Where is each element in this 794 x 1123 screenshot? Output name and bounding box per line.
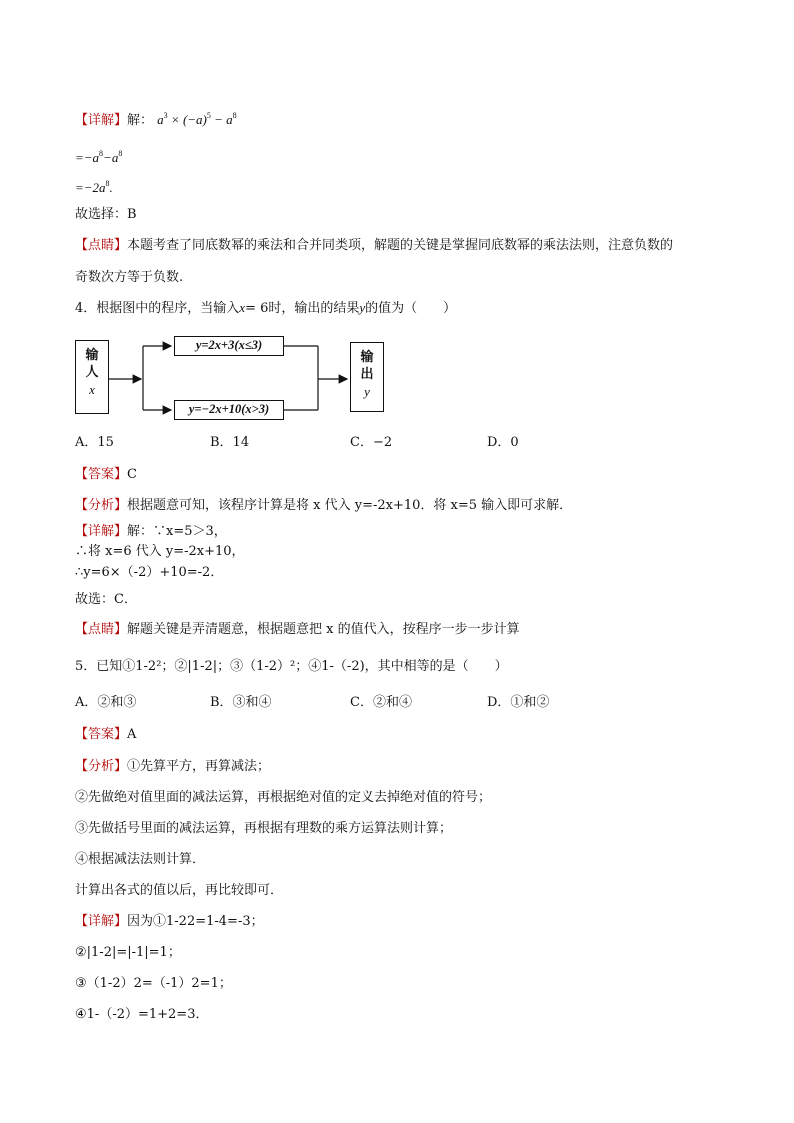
q5-option-b: B．③和④ bbox=[210, 695, 272, 710]
q4-option-d: D．0 bbox=[487, 435, 519, 450]
q3-step-2: $=-2a^8$. bbox=[75, 179, 113, 195]
q3-step-1: $=-a^8-a^8$ bbox=[75, 149, 123, 165]
q4-option-b: B．14 bbox=[210, 435, 250, 450]
q5-analysis-3: ③先做括号里面的减法运算，再根据有理数的乘方运算法则计算； bbox=[75, 821, 453, 836]
q4-option-a: A．15 bbox=[75, 435, 114, 450]
point-tag: 【点睛】 bbox=[75, 238, 128, 253]
detail-tag: 【详解】 bbox=[75, 113, 128, 128]
q5-stem: 5．已知①1-2²；②|1-2|；③（1-2）²；④1-（-2)，其中相等的是（ ） bbox=[75, 659, 508, 674]
q3-point-line-2: 奇数次方等于负数. bbox=[75, 270, 184, 285]
program-flowchart bbox=[75, 330, 395, 420]
q5-option-c: C．②和④ bbox=[350, 695, 412, 710]
detail-lead: 解： bbox=[127, 113, 154, 128]
q5-analysis-1: 【分析】①先算平方，再算减法； bbox=[75, 759, 271, 774]
q5-analysis-2: ②先做绝对值里面的减法运算，再根据绝对值的定义去掉绝对值的符号； bbox=[75, 790, 492, 805]
q3-expression: $a^3 \times (-a)^5 - a^8$ bbox=[157, 111, 237, 127]
q3-point-line-1: 【点睛】本题考查了同底数幂的乘法和合并同类项，解题的关键是掌握同底数幂的乘法法则，注意负数的 bbox=[75, 238, 674, 253]
q5-option-a: A．②和③ bbox=[75, 695, 137, 710]
q4-choose: 故选：C． bbox=[75, 592, 137, 607]
q3-detail-line bbox=[75, 107, 237, 130]
q5-detail-1: 【详解】因为①1-22=1-4=-3； bbox=[75, 914, 264, 929]
input-box: 输 人 x bbox=[75, 340, 109, 414]
q4-detail-1: 【详解】解：∵x=5＞3， bbox=[75, 524, 227, 539]
branch-bottom-box: y=−2x+10(x>3) bbox=[174, 400, 284, 420]
q5-option-d: D．①和② bbox=[487, 695, 550, 710]
q5-detail-4: ④1-（-2）=1+2=3． bbox=[75, 1007, 209, 1022]
q4-stem: 4．根据图中的程序，当输入x= 6时，输出的结果y的值为（ ） bbox=[75, 300, 457, 316]
q4-analysis: 【分析】根据题意可知，该程序计算是将 x 代入 y=-2x+10．将 x=5 输入即可求解． bbox=[75, 498, 573, 513]
q4-option-c: C．−2 bbox=[350, 435, 393, 450]
q4-point: 【点睛】解题关键是弄清题意，根据题意把 x 的值代入，按程序一步一步计算 bbox=[75, 622, 520, 637]
q4-detail-2: ∴将 x=6 代入 y=-2x+10， bbox=[75, 544, 245, 559]
q5-analysis-4: ④根据减法法则计算． bbox=[75, 852, 206, 867]
q3-choose: 故选择：B bbox=[75, 207, 137, 222]
q5-detail-3: ③（1-2）2=（-1）2=1； bbox=[75, 976, 232, 991]
q5-detail-2: ②|1-2|=|-1|=1； bbox=[75, 945, 181, 960]
output-box: 输 出 y bbox=[350, 342, 384, 412]
q5-analysis-5: 计算出各式的值以后，再比较即可． bbox=[75, 883, 284, 898]
q4-detail-3: ∴y=6×（-2）+10=-2． bbox=[75, 565, 224, 580]
q5-answer: 【答案】A bbox=[75, 727, 137, 742]
q4-answer: 【答案】C bbox=[75, 467, 137, 482]
branch-top-box: y=2x+3(x≤3) bbox=[174, 336, 284, 356]
